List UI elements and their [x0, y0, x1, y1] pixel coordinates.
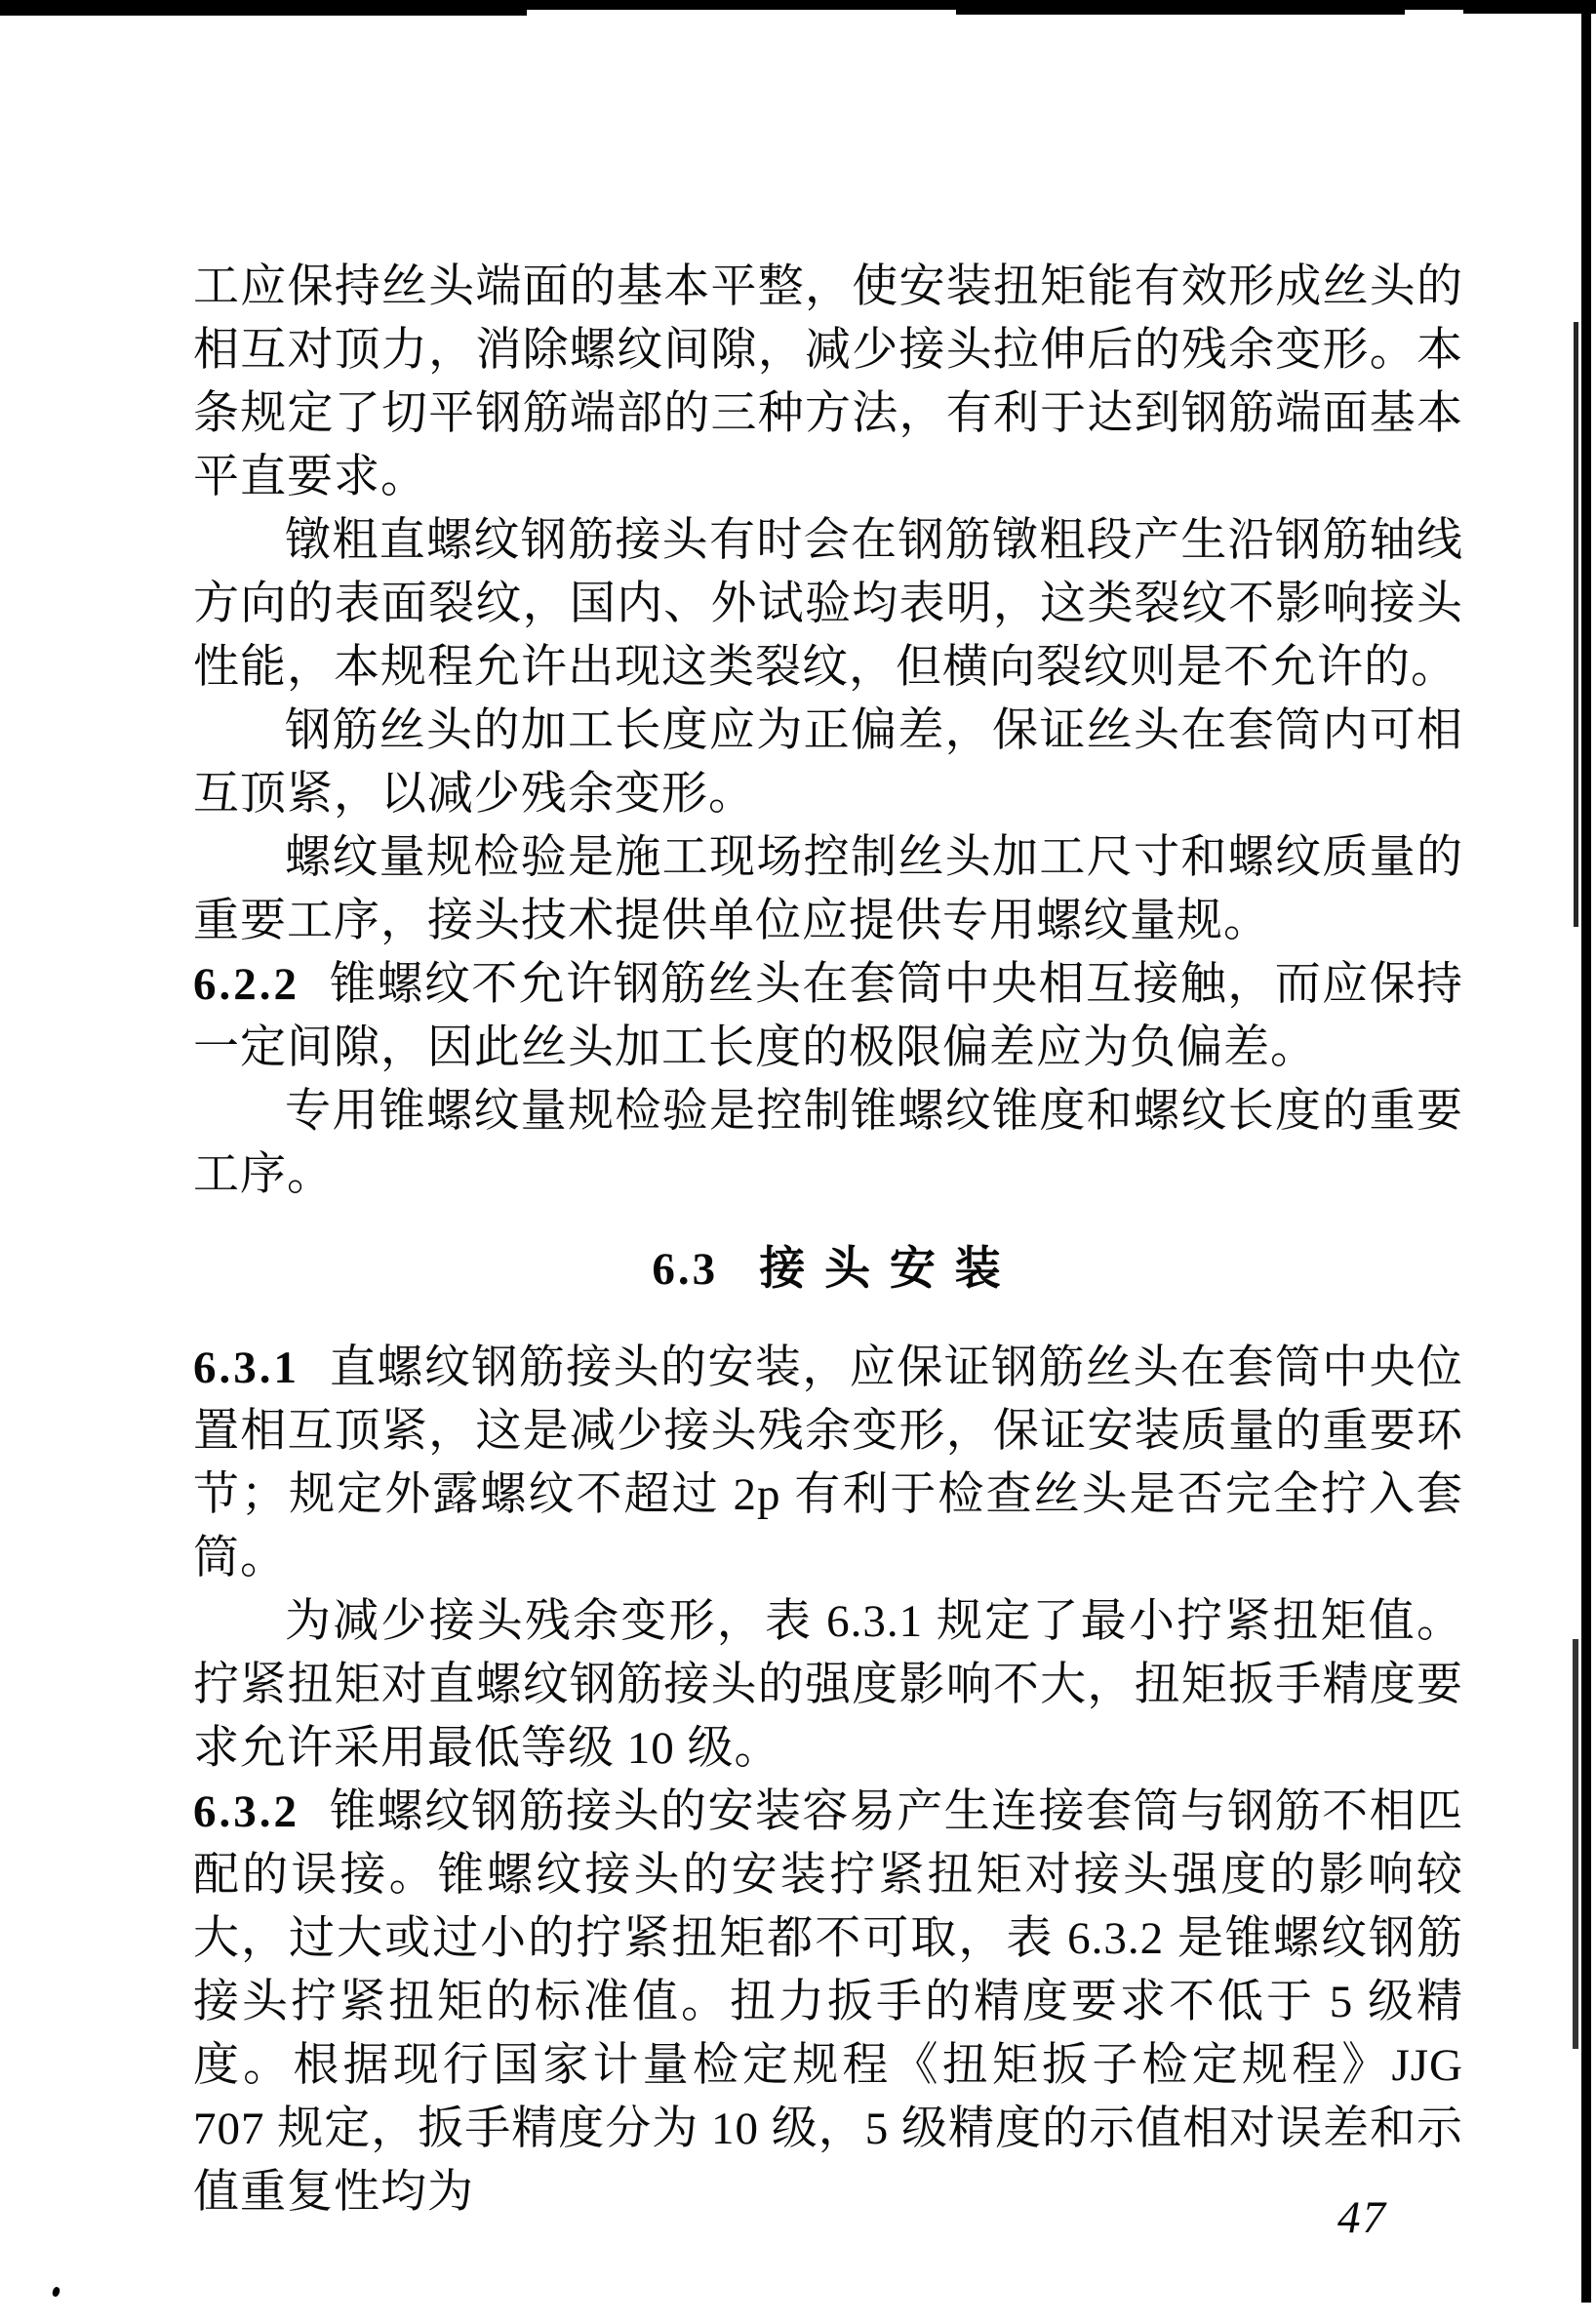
paragraph-text: 直螺纹钢筋接头的安装，应保证钢筋丝头在套筒中央位置相互顶紧，这是减少接头残余变形，保证安装质量的重要环节；规定外露螺纹不超过 2p 有利于检查丝头是否完全拧入套筒。	[193, 1342, 1463, 1583]
scan-artifact-top-band	[0, 9, 302, 13]
paragraph-text: 工应保持丝头端面的基本平整，使安装扭矩能有效形成丝头的相互对顶力，消除螺纹间隙，减少接头拉伸后的残余变形。本条规定了切平钢筋端部的三种方法，有利于达到钢筋端面基本平直要求。	[193, 261, 1463, 502]
paragraph	[193, 1080, 1463, 1207]
section-heading	[193, 1238, 1463, 1302]
paragraph	[193, 826, 1463, 953]
scan-artifact-top-band	[1463, 9, 1596, 14]
paragraph-text: 锥螺纹钢筋接头的安装容易产生连接套筒与钢筋不相匹配的误接。锥螺纹接头的安装拧紧扭矩对接头强度的影响较大，过大或过小的拧紧扭矩都不可取，表 6.3.2 是锥螺纹钢筋接头拧紧扭矩的标准值。扭力扳手的精度要求不低于 5 级精度。根据现行国家计量检定规程《扭矩扳子检定规程》JJG 707 规定，扳手精度分为 10 级，5 级精度的示值相对误差和示值重复性均为	[193, 1786, 1463, 2218]
scan-artifact-top-band	[956, 9, 1405, 15]
paragraph-text: 专用锥螺纹量规检验是控制锥螺纹锥度和螺纹长度的重要工序。	[193, 1086, 1463, 1200]
paragraph	[193, 256, 1463, 509]
scan-artifact-right-strip	[1581, 8, 1591, 2303]
paragraph-text: 镦粗直螺纹钢筋接头有时会在钢筋镦粗段产生沿钢筋轴线方向的表面裂纹，国内、外试验均表明，这类裂纹不影响接头性能，本规程允许出现这类裂纹，但横向裂纹则是不允许的。	[193, 515, 1463, 693]
paragraph-text: 螺纹量规检验是施工现场控制丝头加工尺寸和螺纹质量的重要工序，接头技术提供单位应提供专用螺纹量规。	[193, 832, 1463, 946]
paragraph	[193, 509, 1463, 700]
scan-artifact-speck	[52, 2286, 61, 2298]
paragraph-clause-6-3-1	[193, 1337, 1463, 1590]
page-number: 47	[1337, 2192, 1387, 2243]
section-heading-number: 6.3	[652, 1244, 719, 1295]
clause-number: 6.2.2	[193, 959, 299, 1010]
paragraph	[193, 700, 1463, 826]
scan-artifact-right-strip	[1574, 322, 1578, 927]
section-heading-title: 接 头 安 装	[759, 1244, 1005, 1295]
paragraph-text: 为减少接头残余变形，表 6.3.1 规定了最小拧紧扭矩值。拧紧扭矩对直螺纹钢筋接头的强度影响不大，扭矩扳手精度要求允许采用最低等级 10 级。	[193, 1596, 1463, 1774]
paragraph-clause-6-3-2	[193, 1781, 1463, 2224]
clause-number: 6.3.2	[193, 1786, 299, 1837]
paragraph-text: 钢筋丝头的加工长度应为正偏差，保证丝头在套筒内可相互顶紧，以减少残余变形。	[193, 705, 1463, 820]
paragraph-clause-6-2-2	[193, 953, 1463, 1080]
page-text-block	[193, 256, 1463, 2224]
paragraph	[193, 1590, 1463, 1781]
scan-artifact-right-strip	[1573, 1639, 1578, 2049]
paragraph-text: 锥螺纹不允许钢筋丝头在套筒中央相互接触，而应保持一定间隙，因此丝头加工长度的极限偏差应为负偏差。	[193, 959, 1463, 1073]
clause-number: 6.3.1	[193, 1342, 299, 1393]
